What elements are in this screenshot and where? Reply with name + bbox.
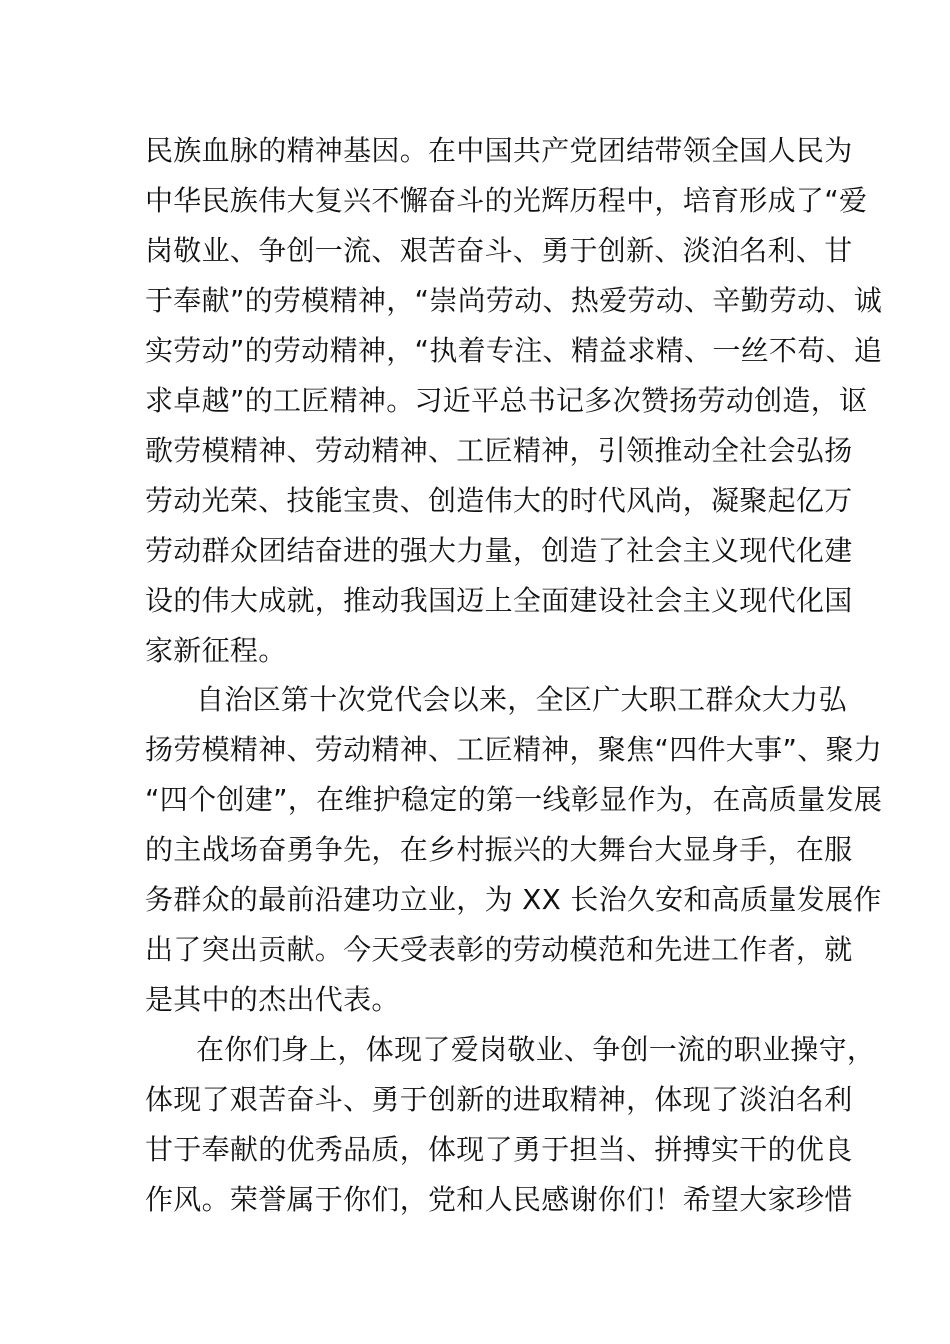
text-line: 劳动光荣、技能宝贵、创造伟大的时代风尚，凝聚起亿万	[145, 484, 853, 517]
text-line: 扬劳模精神、劳动精神、工匠精神，聚焦“四件大事”、聚力	[145, 733, 883, 766]
text-line: 出了突出贡献。今天受表彰的劳动模范和先进工作者，就	[145, 933, 853, 966]
text-line: 体现了艰苦奋斗、勇于创新的进取精神，体现了淡泊名利	[145, 1083, 853, 1116]
text-line: 设的伟大成就，推动我国迈上全面建设社会主义现代化国	[145, 584, 853, 617]
text-line: 中华民族伟大复兴不懈奋斗的光辉历程中，培育形成了“爱	[145, 184, 868, 217]
text-line: 于奉献”的劳模精神，“崇尚劳动、热爱劳动、辛勤劳动、诚	[145, 284, 883, 317]
text-line: 甘于奉献的优秀品质，体现了勇于担当、拼搏实干的优良	[145, 1133, 853, 1166]
paragraph-first-line: 在你们身上，体现了爱岗敬业、争创一流的职业操守，	[196, 1033, 876, 1066]
text-line: 的主战场奋勇争先，在乡村振兴的大舞台大显身手，在服	[145, 833, 853, 866]
text-line: 歌劳模精神、劳动精神、工匠精神，引领推动全社会弘扬	[145, 434, 853, 467]
text-line: 务群众的最前沿建功立业，为 XX 长治久安和高质量发展作	[145, 883, 882, 916]
text-line: 家新征程。	[145, 634, 287, 667]
paragraph-first-line: 自治区第十次党代会以来，全区广大职工群众大力弘	[196, 683, 847, 716]
text-line: 民族血脉的精神基因。在中国共产党团结带领全国人民为	[145, 134, 853, 167]
text-line: 是其中的杰出代表。	[145, 983, 400, 1016]
text-line: 求卓越”的工匠精神。习近平总书记多次赞扬劳动创造，讴	[145, 384, 868, 417]
text-line: “四个创建”，在维护稳定的第一线彰显作为，在高质量发展	[145, 783, 883, 816]
text-line: 岗敬业、争创一流、艰苦奋斗、勇于创新、淡泊名利、甘	[145, 234, 853, 267]
text-line: 作风。荣誉属于你们，党和人民感谢你们！希望大家珍惜	[145, 1183, 853, 1216]
text-line: 实劳动”的劳动精神，“执着专注、精益求精、一丝不苟、追	[145, 334, 883, 367]
text-line: 劳动群众团结奋进的强大力量，创造了社会主义现代化建	[145, 534, 853, 567]
